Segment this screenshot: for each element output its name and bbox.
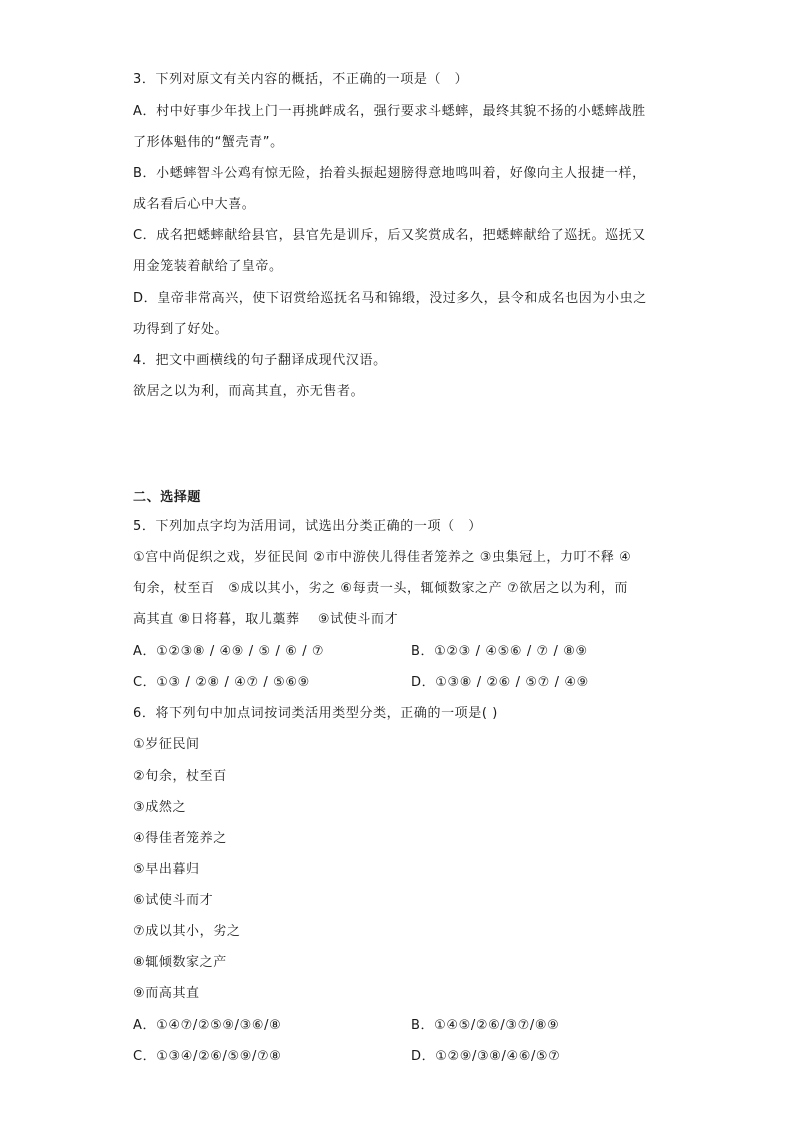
q6-stem: 6．将下列句中加点词按词类活用类型分类，正确的一项是( ) [133, 706, 498, 721]
q3-option-a-line1: A．村中好事少年找上门一再挑衅成名，强行要求斗蟋蟀，最终其貌不扬的小蟋蟀战胜 [133, 104, 646, 119]
q3-option-c-line1: C．成名把蟋蟀献给县官，县官先是训斥，后又奖赏成名，把蟋蟀献给了巡抚。巡抚又 [133, 228, 646, 243]
q4-sentence: 欲居之以为利，而高其直，亦无售者。 [133, 384, 365, 399]
q3-option-b-line2: 成名看后心中大喜。 [133, 197, 256, 212]
q5-option-c[interactable]: C．①③ / ②⑧ / ④⑦ / ⑤⑥⑨ [133, 675, 310, 690]
q6-item: ⑧辄倾数家之产 [133, 955, 227, 970]
q3-option-b-line1: B．小蟋蟀智斗公鸡有惊无险，抬着头振起翅膀得意地鸣叫着，好像向主人报捷一样， [133, 166, 646, 181]
q6-option-a[interactable]: A．①④⑦/②⑤⑨/③⑥/⑧ [133, 1018, 282, 1033]
q3-option-c-line2: 用金笼装着献给了皇帝。 [133, 259, 283, 274]
q6-item: ②旬余，杖至百 [133, 769, 227, 784]
q3-option-d-line2: 功得到了好处。 [133, 322, 229, 337]
q6-item: ⑦成以其小，劣之 [133, 924, 241, 939]
q5-items-line3: 高其直 ⑧日将暮，取儿藁葬 ⑨试使斗而才 [133, 612, 399, 627]
q3-option-d-line1: D．皇帝非常高兴，使下诏赏给巡抚名马和锦缎，没过多久，县令和成名也因为小虫之 [133, 291, 647, 306]
q5-option-a[interactable]: A．①②③⑧ / ④⑨ / ⑤ / ⑥ / ⑦ [133, 644, 325, 659]
q6-option-d[interactable]: D．①②⑨/③⑧/④⑥/⑤⑦ [411, 1049, 561, 1064]
q5-stem: 5．下列加点字均为活用词，试选出分类正确的一项（ ） [133, 519, 482, 534]
q6-option-c[interactable]: C．①③④/②⑥/⑤⑨/⑦⑧ [133, 1049, 282, 1064]
q3-option-a-line2: 了形体魁伟的“蟹壳青”。 [133, 135, 284, 150]
q5-option-b[interactable]: B．①②③ / ④⑤⑥ / ⑦ / ⑧⑨ [411, 644, 588, 659]
q5-items-line2: 旬余，杖至百 ⑤成以其小，劣之 ⑥每责一头，辄倾数家之产 ⑦欲居之以为利，而 [133, 581, 629, 596]
section-title: 二、选择题 [133, 490, 202, 505]
q6-item: ①岁征民间 [133, 737, 200, 752]
q6-option-b[interactable]: B．①④⑤/②⑥/③⑦/⑧⑨ [411, 1018, 560, 1033]
q6-item: ⑥试使斗而才 [133, 893, 214, 908]
q3-stem: 3．下列对原文有关内容的概括，不正确的一项是（ ） [133, 72, 469, 87]
q5-option-d[interactable]: D．①③⑧ / ②⑥ / ⑤⑦ / ④⑨ [411, 675, 589, 690]
q6-item: ⑤早出暮归 [133, 862, 200, 877]
q6-item: ③成然之 [133, 800, 187, 815]
q6-item: ⑨而高其直 [133, 986, 200, 1001]
q6-item: ④得佳者笼养之 [133, 831, 227, 846]
q4-stem: 4．把文中画横线的句子翻译成现代汉语。 [133, 353, 387, 368]
q5-items-line1: ①宫中尚促织之戏，岁征民间 ②市中游侠儿得佳者笼养之 ③虫集冠上，力叮不释 ④ [133, 550, 632, 565]
